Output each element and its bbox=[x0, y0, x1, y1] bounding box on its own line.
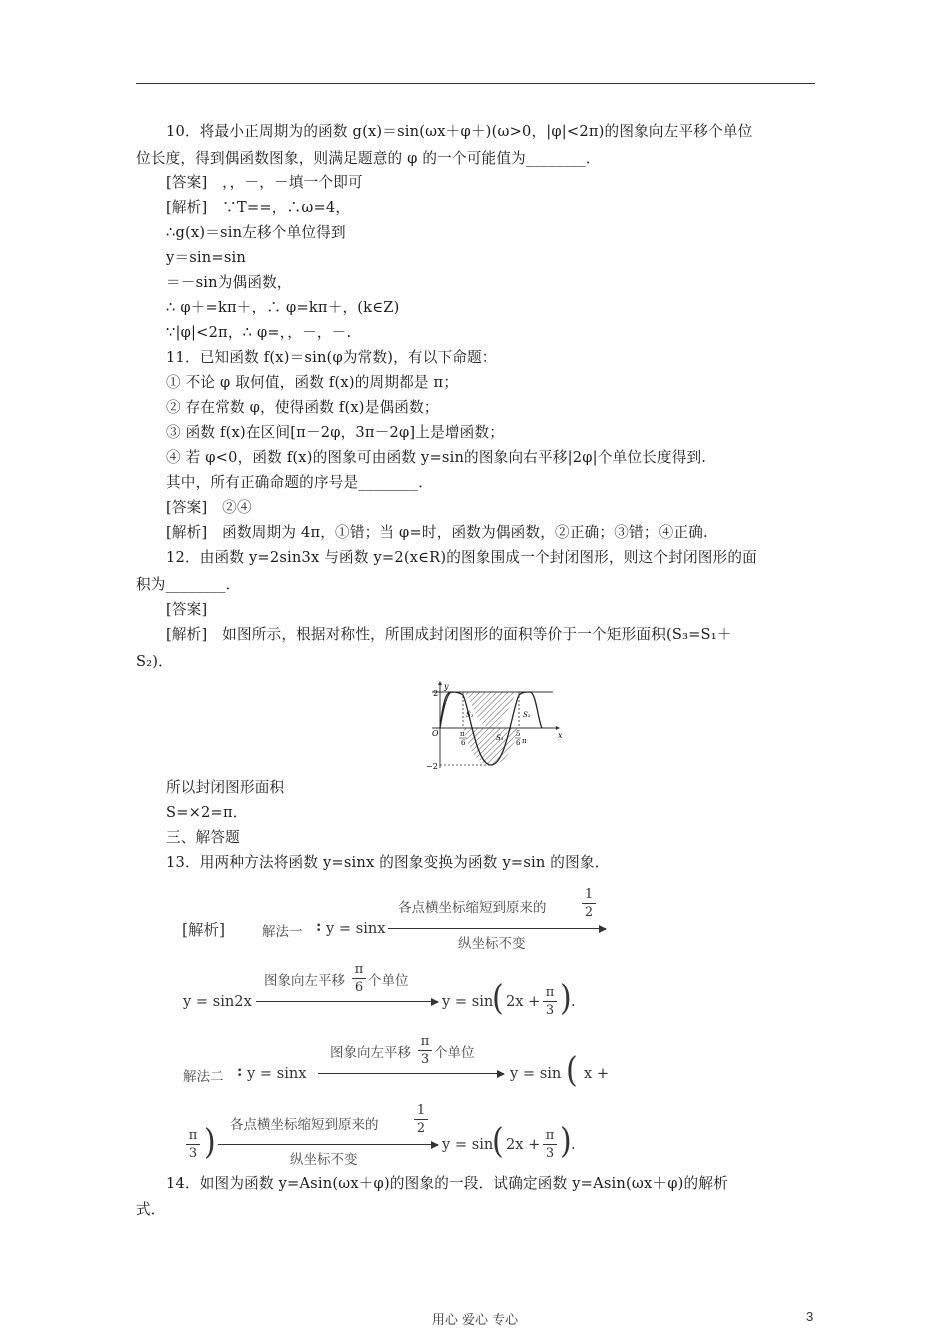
row2-start: y = sin2x bbox=[183, 993, 252, 1010]
q10-analysis-5: ∴ φ＋=kπ＋，∴ φ=kπ＋，(k∈Z) bbox=[166, 299, 400, 316]
arrow4-half bbox=[414, 1103, 428, 1136]
arrow-4 bbox=[218, 1144, 438, 1145]
result-2-inner: x + bbox=[584, 1065, 610, 1082]
row4-three: 3 bbox=[188, 1146, 198, 1161]
q14-line2: 式． bbox=[136, 1201, 166, 1218]
result-3-inner: 2x + bbox=[506, 1136, 541, 1153]
arrow3-fraction bbox=[418, 1034, 432, 1067]
result-2-y: y = sin bbox=[510, 1065, 562, 1082]
sine-area-figure bbox=[418, 680, 566, 772]
q10-line2: 位长度，得到偶函数图象，则满足题意的 φ 的一个可能值为________． bbox=[136, 150, 601, 167]
result-1-three: 3 bbox=[545, 1003, 555, 1018]
x-tick-right-num: 5 bbox=[516, 730, 521, 738]
x-tick-right-den: 6 bbox=[516, 739, 521, 747]
q10-analysis-3: y＝sin=sin bbox=[166, 249, 246, 266]
result-3-fraction bbox=[543, 1128, 557, 1161]
q11-analysis: [解析] 函数周期为 4π，①错；当 φ=时，函数为偶函数，②正确；③错；④正确. bbox=[166, 524, 708, 541]
result-3-three: 3 bbox=[545, 1146, 555, 1161]
x-tick-left-den: 6 bbox=[461, 739, 466, 747]
q12-answer: [答案] bbox=[166, 601, 208, 618]
result-1-lparen: ( bbox=[492, 978, 504, 1019]
half-num: 1 bbox=[584, 887, 594, 902]
q10-analysis-1: [解析] ∵T==，∴ω=4， bbox=[166, 199, 351, 216]
result-1-inner: 2x + bbox=[506, 993, 541, 1010]
y-tick-2: 2 bbox=[433, 689, 439, 698]
result-3-dot: . bbox=[571, 1136, 576, 1153]
solution-label: [解析] bbox=[182, 921, 226, 939]
half-den: 2 bbox=[584, 905, 594, 920]
result-3-pi: π bbox=[545, 1128, 555, 1143]
region-s2-label: S₂ bbox=[523, 711, 531, 719]
arrow3-three: 3 bbox=[420, 1052, 430, 1067]
result-1-y: y = sin bbox=[442, 993, 494, 1010]
method-1-colon: : bbox=[316, 918, 322, 935]
q11-item-3: ③ 函数 f(x)在区间[π－2φ，3π－2φ]上是增函数； bbox=[166, 424, 505, 441]
arrow4-half-num: 1 bbox=[416, 1103, 426, 1118]
header-rule bbox=[136, 83, 815, 84]
q11-item-2: ② 存在常数 φ，使得函数 f(x)是偶函数； bbox=[166, 399, 439, 416]
result-1-fraction bbox=[543, 985, 557, 1018]
q10-analysis-2: ∴g(x)＝sin左移个单位得到 bbox=[166, 224, 346, 241]
arrow3-top-b: 个单位 bbox=[434, 1045, 475, 1061]
result-2-lparen: ( bbox=[566, 1050, 578, 1091]
q10-analysis-6: ∵|φ|<2π，∴ φ=，，－，－. bbox=[166, 324, 352, 341]
method-2-start: y = sinx bbox=[247, 1065, 307, 1082]
region-s3-label: S₃ bbox=[496, 734, 504, 742]
q12-line2: 积为________． bbox=[136, 576, 241, 593]
q12-analysis-2: S₂)． bbox=[136, 653, 173, 670]
result-3-rparen: ) bbox=[560, 1121, 572, 1162]
arrow3-pi: π bbox=[420, 1034, 430, 1049]
q11-answer: [答案] ②④ bbox=[166, 499, 252, 516]
arrow4-bottom-text: 纵坐标不变 bbox=[290, 1152, 358, 1168]
arrow3-top-a: 图象向左平移 bbox=[330, 1045, 411, 1061]
x-tick-left-num: π bbox=[460, 730, 465, 738]
q11-item-1: ① 不论 φ 取何值，函数 f(x)的周期都是 π； bbox=[166, 374, 459, 391]
row4-fraction bbox=[186, 1128, 200, 1161]
arrow1-half bbox=[582, 887, 596, 920]
result-3-lparen: ( bbox=[492, 1121, 504, 1162]
y-tick-neg2: −2 bbox=[426, 762, 438, 771]
q11-item-4: ④ 若 φ<0，函数 f(x)的图象可由函数 y=sin的图象向右平移|2φ|个单位长度得到. bbox=[166, 449, 707, 466]
result-1-rparen: ) bbox=[560, 978, 572, 1019]
footer-text: 用心 爱心 专心 bbox=[431, 1313, 519, 1328]
arrow4-half-den: 2 bbox=[416, 1121, 426, 1136]
arrow1-top-text: 各点横坐标缩短到原来的 bbox=[398, 900, 547, 916]
q12-line1: 12．由函数 y=2sin3x 与函数 y=2(x∈R)的图象围成一个封闭图形，则这个封闭图形的面 bbox=[166, 549, 757, 566]
section-heading: 三、解答题 bbox=[166, 829, 240, 846]
method-1-start: y = sinx bbox=[326, 920, 386, 937]
page-number: 3 bbox=[806, 1309, 814, 1324]
x-axis-label: x bbox=[558, 731, 563, 740]
q10-analysis-4: ＝－sin为偶函数， bbox=[166, 274, 292, 291]
q12-conclusion-1: 所以封闭图形面积 bbox=[166, 779, 285, 796]
result-1-pi: π bbox=[545, 985, 555, 1000]
arrow1-bottom-text: 纵坐标不变 bbox=[458, 936, 526, 952]
q10-answer: [答案] ，，－，－填一个即可 bbox=[166, 174, 363, 191]
q14-line1: 14．如图为函数 y=Asin(ωx＋φ)的图象的一段．试确定函数 y=Asin(ωx＋φ)的解析 bbox=[166, 1175, 728, 1192]
x-tick-right-pi: π bbox=[522, 737, 527, 745]
row4-rparen: ) bbox=[204, 1122, 216, 1163]
method-2-label: 解法二 bbox=[183, 1069, 224, 1085]
q13-stem: 13．用两种方法将函数 y=sinx 的图象变换为函数 y=sin 的图象． bbox=[166, 854, 610, 871]
q12-conclusion-2: S=×2=π． bbox=[166, 804, 248, 821]
method-2-colon: : bbox=[237, 1063, 243, 1080]
q10-line1: 10．将最小正周期为的函数 g(x)＝sin(ωx＋φ＋)(ω>0，|φ|<2π)的图象向左平移个单位 bbox=[166, 123, 753, 140]
q11-stem: 11．已知函数 f(x)＝sin(φ为常数)，有以下命题： bbox=[166, 349, 497, 366]
y-axis-label: y bbox=[444, 682, 449, 691]
arrow2-pi: π bbox=[354, 962, 364, 977]
arrow2-fraction bbox=[352, 962, 366, 995]
arrow-1 bbox=[388, 928, 606, 929]
arrow4-top-text: 各点横坐标缩短到原来的 bbox=[230, 1117, 379, 1133]
row4-pi: π bbox=[188, 1128, 198, 1143]
arrow-2 bbox=[256, 1001, 438, 1002]
arrow2-top-b: 个单位 bbox=[368, 973, 409, 989]
region-s1-label: S₁ bbox=[466, 711, 474, 719]
q12-analysis-1: [解析] 如图所示，根据对称性，所围成封闭图形的面积等价于一个矩形面积(S₃=S₁＋ bbox=[166, 626, 732, 643]
result-1-dot: . bbox=[571, 993, 576, 1010]
arrow2-six: 6 bbox=[354, 980, 364, 995]
q11-question: 其中，所有正确命题的序号是________． bbox=[166, 474, 434, 491]
origin-label: O bbox=[432, 729, 439, 738]
result-3-y: y = sin bbox=[442, 1136, 494, 1153]
arrow2-top-a: 图象向左平移 bbox=[264, 973, 345, 989]
method-1-label: 解法一 bbox=[262, 924, 303, 940]
arrow-3 bbox=[318, 1073, 504, 1074]
